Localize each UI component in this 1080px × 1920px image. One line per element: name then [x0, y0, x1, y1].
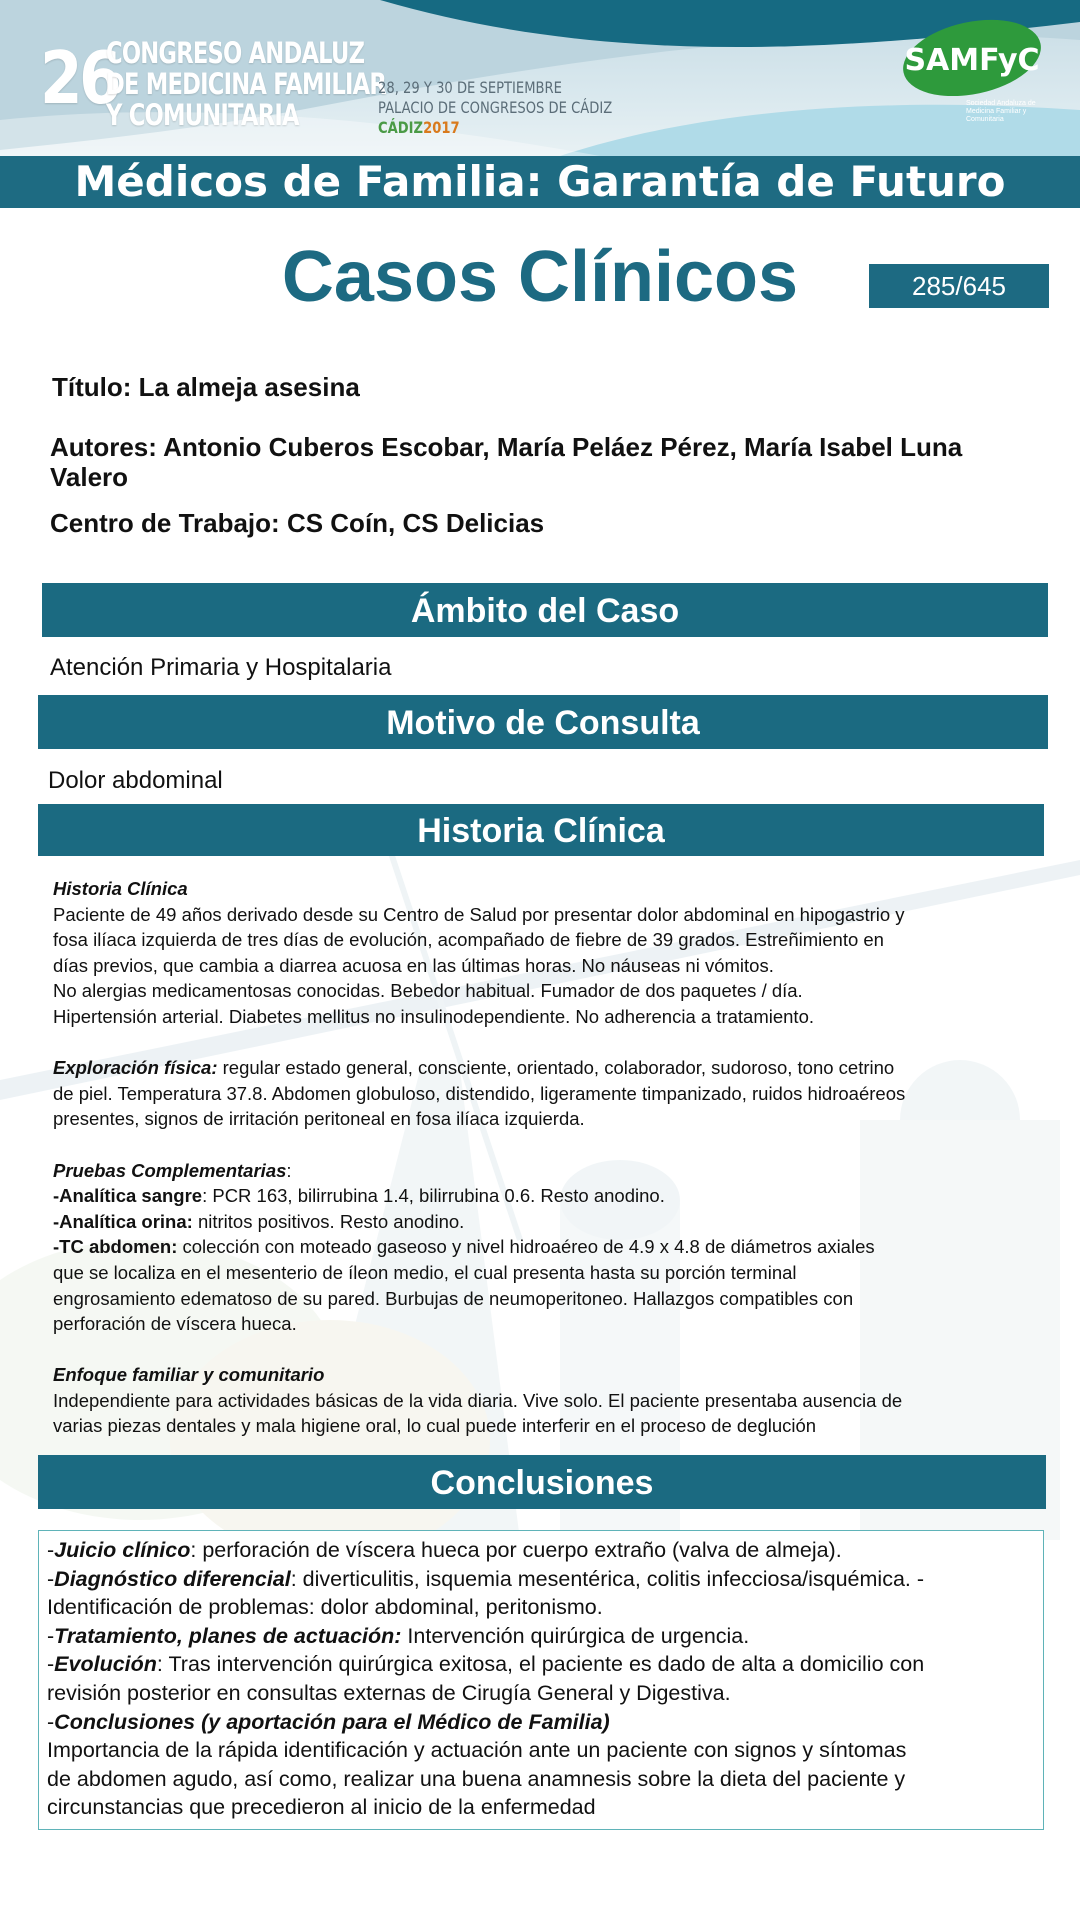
- orina-label: -Analítica orina:: [53, 1210, 193, 1232]
- diag-value: : diverticulitis, isquemia mesentérica, colitis infecciosa/isquémica. -: [290, 1566, 925, 1591]
- tagline-bar: Médicos de Familia: Garantía de Futuro: [0, 156, 1080, 208]
- exploracion-line: [53, 1055, 1037, 1081]
- trat-label: Tratamiento, planes de actuación:: [54, 1623, 402, 1648]
- congress-number: 26: [40, 36, 119, 120]
- exploracion-label: Exploración física:: [53, 1057, 218, 1079]
- authors-value: Antonio Cuberos Escobar, María Peláez Pérez, María Isabel Luna Valero: [50, 432, 963, 492]
- congress-venue: PALACIO DE CONGRESOS DE CÁDIZ: [378, 98, 613, 117]
- concl-heading: [47, 1708, 1039, 1737]
- congress-city-year: [378, 118, 612, 138]
- history-line: Hipertensión arterial. Diabetes mellitus no insulinodependiente. No adherencia a tratamiento.: [53, 1005, 815, 1027]
- concl-line: de abdomen agudo, así como, realizar una buena anamnesis sobre la dieta del paciente y: [47, 1766, 906, 1791]
- dash: -: [47, 1538, 55, 1562]
- dash: -: [47, 1566, 55, 1591]
- work-center-value: CS Coín, CS Delicias: [286, 508, 545, 538]
- enfoque-label: Enfoque familiar y comunitario: [53, 1364, 325, 1386]
- diag-label: Diagnóstico diferencial: [54, 1566, 291, 1591]
- samfyc-logo: [902, 18, 1044, 96]
- conclusiones-body: [47, 1536, 1039, 1822]
- juicio-label: Juicio clínico: [54, 1538, 191, 1562]
- logo-text: SAMFyC: [904, 43, 1040, 78]
- historia-body: [53, 876, 1037, 1439]
- work-center: [50, 508, 544, 539]
- identificacion-line: Identificación de problemas: dolor abdominal, peritonismo.: [47, 1595, 603, 1620]
- enfoque-line: Independiente para actividades básicas de la vida diaria. Vive solo. El paciente presentaba ausencia de: [53, 1389, 903, 1411]
- orina-value: nitritos positivos. Resto anodino.: [192, 1210, 465, 1232]
- section-header-conclusiones: Conclusiones: [38, 1455, 1046, 1509]
- tc-label: -TC abdomen:: [53, 1236, 178, 1258]
- evol-line: [47, 1650, 1039, 1679]
- tc-text: colección con moteado gaseoso y nivel hidroaéreo de 4.9 x 4.8 de diámetros axiales: [177, 1236, 875, 1258]
- pruebas-label: Pruebas Complementarias: [53, 1159, 287, 1181]
- case-number-badge: 285/645: [869, 264, 1049, 308]
- motivo-text: Dolor abdominal: [48, 767, 223, 794]
- tc-line: perforación de víscera hueca.: [53, 1313, 297, 1335]
- case-authors: [50, 432, 1010, 492]
- section-header-motivo: Motivo de Consulta: [38, 695, 1048, 749]
- concl-line: Importancia de la rápida identificación y actuación ante un paciente con signos y síntomas: [47, 1738, 907, 1763]
- congress-name: [106, 36, 387, 132]
- page-title: Casos Clínicos: [281, 237, 799, 317]
- exploracion-line: presentes, signos de irritación peritoneal en fosa ilíaca izquierda.: [53, 1108, 585, 1130]
- exploracion-line: de piel. Temperatura 37.8. Abdomen globuloso, distendido, ligeramente timpanizado, ruidos hidroaéreos: [53, 1082, 906, 1104]
- congress-name-line: Y COMUNITARIA: [106, 98, 299, 132]
- case-title-label: Título:: [52, 372, 132, 402]
- tc-line: [53, 1234, 1037, 1260]
- evol-line: revisión posterior en consultas externas de Cirugía General y Digestiva.: [47, 1680, 731, 1705]
- evol-value: : Tras intervención quirúrgica exitosa, el paciente es dado de alta a domicilio con: [156, 1652, 925, 1677]
- sangre-line: [53, 1183, 1037, 1209]
- tc-line: engrosamiento edematoso de su pared. Burbujas de neumoperitoneo. Hallazgos compatibles con: [53, 1287, 854, 1309]
- tc-line: que se localiza en el mesenterio de íleon medio, el cual presenta hasta su porción terminal: [53, 1261, 797, 1283]
- dash: -: [47, 1652, 55, 1677]
- history-line: No alergias medicamentosas conocidas. Bebedor habitual. Fumador de dos paquetes / día.: [53, 980, 803, 1002]
- enfoque-line: varias piezas dentales y mala higiene oral, lo cual puede interferir en el proceso de deglución: [53, 1415, 817, 1437]
- case-title: [52, 372, 360, 403]
- evol-label: Evolución: [54, 1652, 157, 1677]
- history-line: días previos, que cambia a diarrea acuosa en las últimas horas. No náuseas ni vómitos.: [53, 954, 774, 976]
- juicio-line: [47, 1536, 1039, 1565]
- logo-subtitle: Sociedad Andaluza de Medicina Familiar y Comunitaria: [966, 100, 1036, 123]
- sangre-value: : PCR 163, bilirrubina 1.4, bilirrubina 0.6. Resto anodino.: [202, 1185, 665, 1207]
- historia-subtitle: Historia Clínica: [53, 878, 188, 899]
- concl-line: circunstancias que precedieron al inicio de la enfermedad: [47, 1795, 596, 1820]
- sangre-label: -Analítica sangre: [53, 1185, 203, 1207]
- congress-banner: [0, 0, 1080, 156]
- pruebas-heading: [53, 1158, 1037, 1184]
- orina-line: [53, 1209, 1037, 1235]
- congress-year: 2017: [423, 118, 460, 137]
- congress-dates: 28, 29 Y 30 DE SEPTIEMBRE: [378, 78, 562, 97]
- dash: -: [47, 1709, 55, 1734]
- history-line: Paciente de 49 años derivado desde su Centro de Salud por presentar dolor abdominal en hipogastrio y: [53, 903, 905, 925]
- trat-line: [47, 1622, 1039, 1651]
- juicio-value: : perforación de víscera hueca por cuerpo extraño (valva de almeja).: [190, 1538, 842, 1562]
- congress-name-line: CONGRESO ANDALUZ: [106, 36, 365, 70]
- history-line: fosa ilíaca izquierda de tres días de evolución, acompañado de fiebre de 39 grados. Estreñimiento en: [53, 929, 884, 951]
- trat-value: Intervención quirúrgica de urgencia.: [401, 1623, 750, 1648]
- congress-city: CÁDIZ: [378, 118, 424, 137]
- work-center-label: Centro de Trabajo:: [50, 508, 280, 538]
- diag-line: [47, 1565, 1039, 1594]
- section-header-historia: Historia Clínica: [38, 804, 1044, 856]
- case-title-value: La almeja asesina: [138, 372, 360, 402]
- ambito-text: Atención Primaria y Hospitalaria: [50, 654, 392, 681]
- concl-label: Conclusiones (y aportación para el Médico de Familia): [54, 1709, 610, 1734]
- pruebas-colon: :: [286, 1159, 292, 1181]
- congress-name-line: DE MEDICINA FAMILIAR: [106, 67, 387, 101]
- dash: -: [47, 1623, 55, 1648]
- exploracion-text: regular estado general, consciente, orientado, colaborador, sudoroso, tono cetrino: [217, 1057, 895, 1079]
- authors-label: Autores:: [50, 432, 157, 462]
- congress-info: [378, 78, 612, 138]
- section-header-ambito: Ámbito del Caso: [42, 583, 1048, 637]
